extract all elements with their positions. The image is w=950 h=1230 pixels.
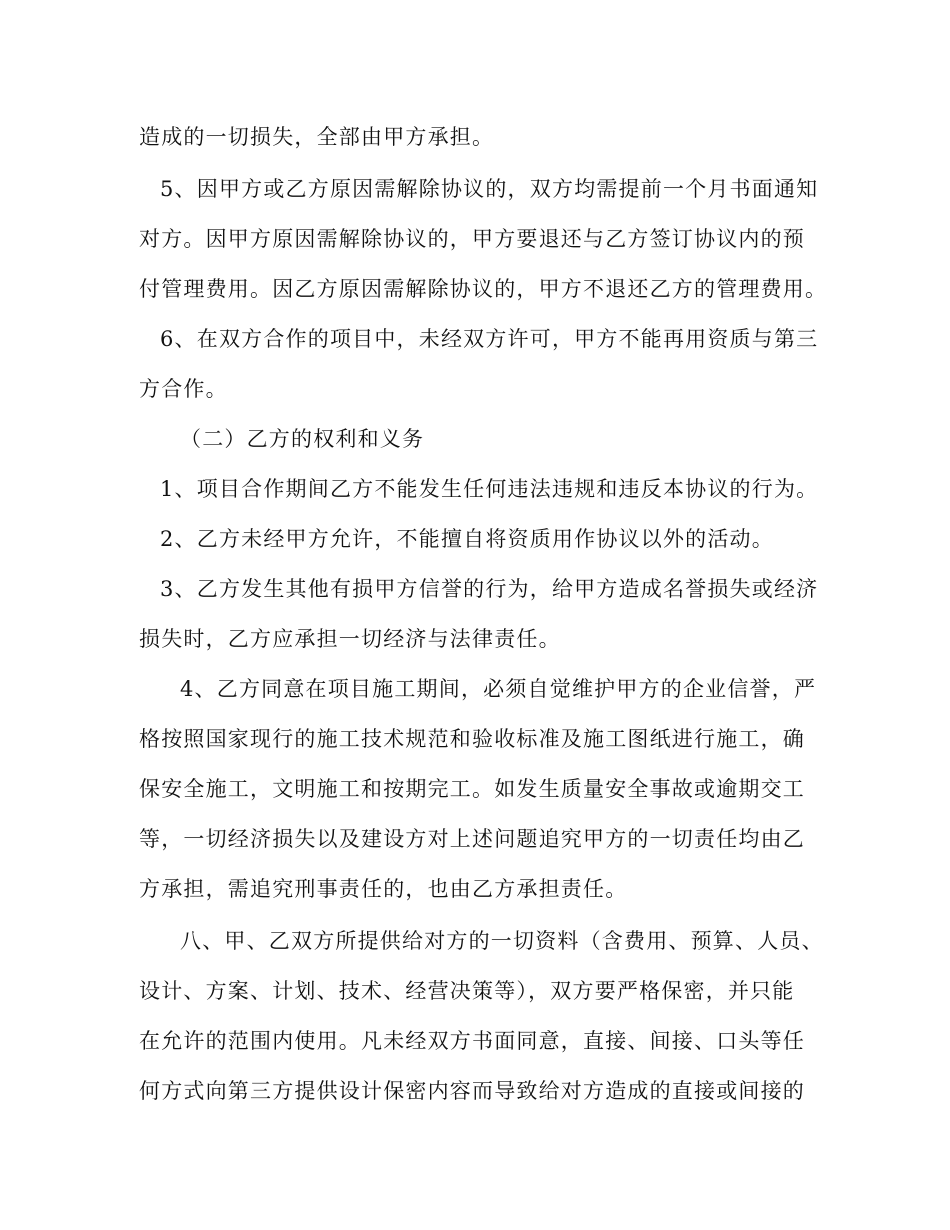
text-line: 保安全施工，文明施工和按期完工。如发生质量安全事故或逾期交工 (139, 777, 805, 801)
text-line: 3、乙方发生其他有损甲方信誉的行为，给甲方造成名誉损失或经济 (160, 577, 819, 601)
text-line: 5、因甲方或乙方原因需解除协议的，双方均需提前一个月书面通知 (160, 177, 819, 201)
text-line: 损失时，乙方应承担一切经济与法律责任。 (139, 627, 561, 651)
text-line: 方合作。 (139, 377, 228, 401)
text-line: 八、甲、乙双方所提供给对方的一切资料（含费用、预算、人员、 (180, 929, 824, 953)
text-line: 对方。因甲方原因需解除协议的，甲方要退还与乙方签订协议内的预 (139, 227, 805, 251)
text-line: 4、乙方同意在项目施工期间，必须自觉维护甲方的企业信誉，严 (180, 677, 817, 701)
text-line: 在允许的范围内使用。凡未经双方书面同意，直接、间接、口头等任 (139, 1029, 805, 1053)
text-line: 6、在双方合作的项目中，未经双方许可，甲方不能再用资质与第三 (160, 327, 819, 351)
text-line: 造成的一切损失，全部由甲方承担。 (139, 125, 495, 149)
text-line: 格按照国家现行的施工技术规范和验收标准及施工图纸进行施工，确 (139, 727, 805, 751)
text-line: 设计、方案、计划、技术、经营决策等），双方要严格保密，并只能 (139, 979, 795, 1003)
text-line: 等，一切经济损失以及建设方对上述问题追究甲方的一切责任均由乙 (139, 827, 805, 851)
text-line: 付管理费用。因乙方原因需解除协议的，甲方不退还乙方的管理费用。 (139, 277, 828, 301)
text-line: 1、项目合作期间乙方不能发生任何违法违规和违反本协议的行为。 (160, 477, 819, 501)
text-line: 何方式向第三方提供设计保密内容而导致给对方造成的直接或间接的 (139, 1079, 805, 1103)
text-line: 2、乙方未经甲方允许，不能擅自将资质用作协议以外的活动。 (160, 527, 774, 551)
section-heading: （二）乙方的权利和义务 (180, 427, 425, 451)
text-line: 方承担，需追究刑事责任的，也由乙方承担责任。 (139, 877, 628, 901)
